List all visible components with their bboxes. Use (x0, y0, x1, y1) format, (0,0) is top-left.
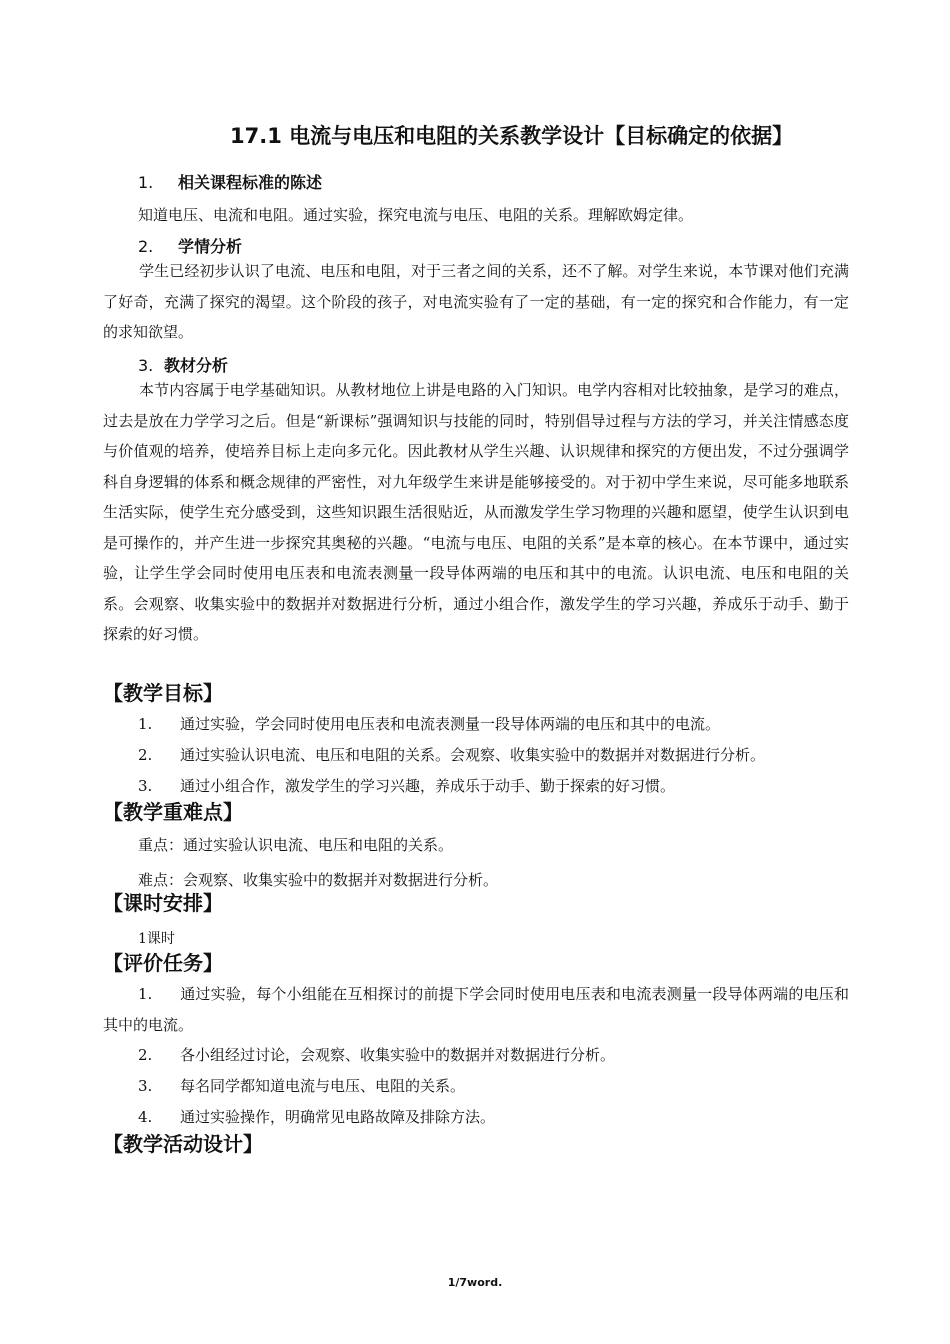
page-title: 17.1 电流与电压和电阻的关系教学设计【目标确定的依据】 (230, 124, 794, 148)
item-number: 4. (138, 1108, 153, 1126)
evaluation-item (103, 979, 849, 1040)
difficult-point-text: 难点：会观察、收集实验中的数据并对数据进行分析。 (138, 871, 499, 889)
evaluation-item (138, 1040, 849, 1071)
item-text: 通过实验认识电流、电压和电阻的关系。会观察、收集实验中的数据并对数据进行分析。 (180, 746, 766, 764)
item-number: 2. (138, 1046, 153, 1064)
subheading-number: 3. (138, 356, 154, 375)
item-text: 通过实验，学会同时使用电压表和电流表测量一段导体两端的电压和其中的电流。 (180, 715, 721, 733)
section-heading-schedule: 【课时安排】 (103, 891, 223, 915)
section-heading-evaluation: 【评价任务】 (103, 951, 223, 975)
student-analysis-text: 学生已经初步认识了电流、电压和电阻，对于三者之间的关系，还不了解。对学生来说，本节课对他们充满了好奇，充满了探究的渴望。这个阶段的孩子，对电流实验有了一定的基础，有一定的探究和合作能力，有一定的求知欲望。 (103, 262, 849, 341)
subheading-text: 学情分析 (178, 237, 243, 256)
item-text: 每名同学都知道电流与电压、电阻的关系。 (180, 1077, 466, 1095)
subheading-curriculum-standard (138, 170, 322, 193)
item-text: 通过实验操作，明确常见电路故障及排除方法。 (180, 1108, 496, 1126)
item-text: 通过小组合作，激发学生的学习兴趣，养成乐于动手、勤于探索的好习惯。 (180, 777, 676, 795)
item-text: 通过实验，每个小组能在互相探讨的前提下学会同时使用电压表和电流表测量一段导体两端的电压和其中的电流。 (103, 985, 849, 1034)
section-heading-activities: 【教学活动设计】 (103, 1132, 263, 1156)
page-footer: 1/7word. (447, 1276, 503, 1289)
section-heading-objectives: 【教学目标】 (103, 681, 223, 705)
curriculum-standard-text: 知道电压、电流和电阻。通过实验，探究电流与电压、电阻的关系。理解欧姆定律。 (138, 206, 694, 224)
subheading-student-analysis (138, 234, 242, 257)
subheading-text: 相关课程标准的陈述 (178, 173, 323, 192)
subheading-number: 2. (138, 237, 154, 256)
key-point-text: 重点：通过实验认识电流、电压和电阻的关系。 (138, 836, 454, 854)
subheading-number: 1. (138, 173, 154, 192)
objective-item (138, 740, 849, 771)
objective-item (138, 771, 849, 802)
subheading-text: 教材分析 (164, 356, 229, 375)
item-number: 2. (138, 746, 153, 764)
section-heading-keypoints: 【教学重难点】 (103, 800, 243, 824)
item-number: 1. (138, 985, 153, 1003)
objective-item (138, 709, 849, 740)
schedule-text: 1课时 (138, 931, 175, 947)
textbook-analysis-text: 本节内容属于电学基础知识。从教材地位上讲是电路的入门知识。电学内容相对比较抽象，是学习的难点，过去是放在力学学习之后。但是“新课标”强调知识与技能的同时，特别倡导过程与方法的学习，并关注情感态度与价值观的培养，使培养目标上走向多元化。因此教材从学生兴趣、认识规律和探究的方便出发，不过分强调学科自身逻辑的体系和概念规律的严密性，对九年级学生来讲是能够接受的。对于初中学生来说，尽可能多地联系生活实际，使学生充分感受到，这些知识跟生活很贴近，从而激发学生学习物理的兴趣和愿望，使学生认识到电是可操作的，并产生进一步探究其奥秘的兴趣。“电流与电压、电阻的关系”是本章的核心。在本节课中，通过实验，让学生学会同时使用电压表和电流表测量一段导体两端的电压和其中的电流。认识电流、电压和电阻的关系。会观察、收集实验中的数据并对数据进行分析，通过小组合作，激发学生的学习兴趣，养成乐于动手、勤于探索的好习惯。 (103, 381, 849, 643)
subheading-textbook-analysis (138, 353, 228, 376)
item-number: 1. (138, 715, 153, 733)
item-number: 3. (138, 1077, 153, 1095)
evaluation-item (138, 1071, 849, 1102)
item-number: 3. (138, 777, 153, 795)
item-text: 各小组经过讨论，会观察、收集实验中的数据并对数据进行分析。 (180, 1046, 616, 1064)
